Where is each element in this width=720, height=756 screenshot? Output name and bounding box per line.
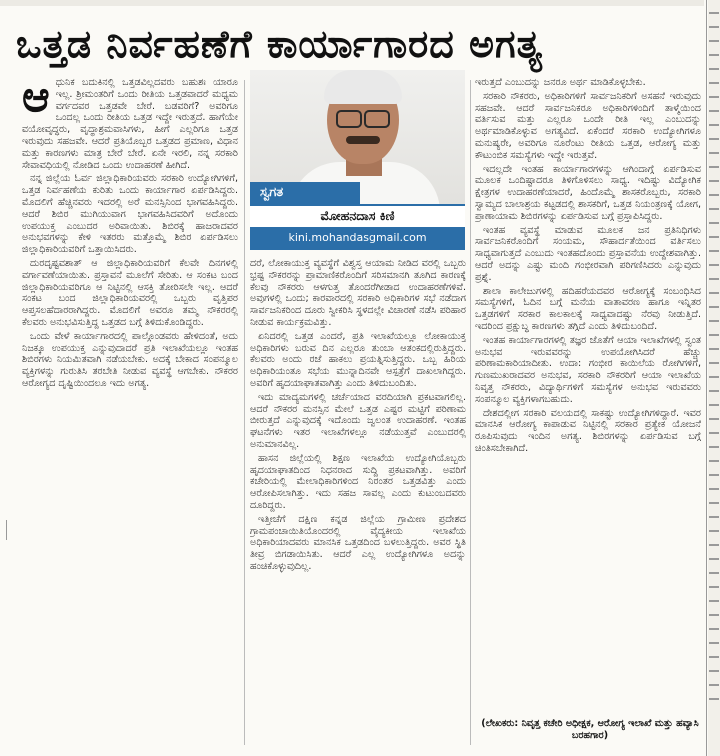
author-photo-box bbox=[250, 70, 465, 250]
column-divider bbox=[244, 80, 245, 745]
paragraph: ಇಂತಹ ಕಾರ್ಯಾಗಾರಗಳಲ್ಲಿ ತಜ್ಞರ ಜೊತೆಗೆ ಆಯಾ ಇಲಾಖೆಗಳಲ್ಲಿ ಸ್ವಂತ ಅನುಭವ ಇರುವವರನ್ನು ಉಪಯೋಗಿಸಿದರೆ ಹೆಚ್ಚು ಪರಿಣಾಮಕಾರಿಯಾದೀತು. ಉದಾ: ಗಂಭೀರ ಕಾಯಿಲೆಯ ರೋಗಿಗಳಿಗೆ, ಗುಣಮುಖರಾದವರ ಅನುಭವ, ಸರಕಾರಿ ನೌಕರರಿಗೆ ಆಯಾ ಇಲಾಖೆಯ ನಿವೃತ್ತ ನೌಕರರು, ವಿದ್ಯಾರ್ಥಿಗಳಿಗೆ ಸಮಸ್ಯೆಗಳ ಅನುಭವ ಇರುವವರು ಸಂಪನ್ಮೂಲ ವ್ಯಕ್ತಿಗಳಾಗಬಹುದು. bbox=[475, 334, 701, 405]
paragraph: ಧುನಿಕ ಬದುಕಿನಲ್ಲಿ ಒತ್ತಡವಿಲ್ಲದವರು ಬಹುಶಃ ಯಾರೂ ಇಲ್ಲ. ಶ್ರೀಮಂತರಿಗೆ ಒಂದು ರೀತಿಯ ಒತ್ತಡವಾದರೆ ಮಧ್ಯಮ ವರ್ಗದವರ ಒತ್ತಡವೇ ಬೇರೆ. ಬಡವರಿಗೆ? ಅವರಿಗೂ ಒಂದಲ್ಲ ಒಂದು ರೀತಿಯ ಒತ್ತಡ ಇದ್ದೇ ಇರುತ್ತದೆ. ಹಾಗೆಯೇ ವಯೋವೃದ್ಧರು, ವೃದ್ಧಾಶ್ರಮವಾಸಿಗಳು, ಹೀಗೆ ಎಲ್ಲರಿಗೂ ಒತ್ತಡ ಇರುವುದು ಸಹಜವೇ. ಆದರೆ ಪ್ರತಿಯೊಬ್ಬರ ಒತ್ತಡದ ಪ್ರಮಾಣ, ವಿಧಾನ ಮತ್ತು ಕಾರಣಗಳು ಮಾತ್ರ ಬೇರೆ ಬೇರೆ. ಏನೇ ಇರಲಿ, ನನ್ನ ಸರಕಾರಿ ಸೇವಾವಧಿಯಲ್ಲಿ ನೋಡಿದ ಒಂದು ಉದಾಹರಣೆ ಹೀಗಿದೆ. bbox=[22, 77, 238, 171]
page-top-strip bbox=[0, 0, 704, 6]
headline: ಒತ್ತಡ ನಿರ್ವಹಣೆಗೆ ಕಾರ್ಯಾಗಾರದ ಅಗತ್ಯ bbox=[16, 22, 544, 66]
left-margin-tick bbox=[0, 520, 7, 540]
paragraph: ಇರುತ್ತದೆ ಎಂಬುದನ್ನು ಜನರೂ ಅರ್ಥ ಮಾಡಿಕೊಳ್ಳಬೇಕು. bbox=[475, 77, 646, 88]
paragraph: ಇದಲ್ಲದೇ ಇಂತಹ ಕಾರ್ಯಾಗಾರಗಳನ್ನು ಆಗಿಂದಾಗ್ಗೆ ಏರ್ಪಡಿಸುವ ಮೂಲಕ ಒಂದಿಷ್ಟಾದರೂ ತಿಳಿಗೊಳಿಸಲು ಸಾಧ್ಯ. ಇದಿಷ್ಟು ವಿದ್ಯೋಗಿಕ ಕ್ಷೇತ್ರಗಳ ಉದಾಹರಣೆಯಾದರೆ, ಹಿಂದೊಮ್ಮೆ ಶಾಸಕರೊಬ್ಬರು, ಸರಕಾರಿ ಸ್ವಾಮ್ಯದ ಬಾಲಾಶ್ರಯ ಕಟ್ಟಡದಲ್ಲಿ ಶಾಸಕರಿಗೆ, ಒತ್ತಡ ನಿಯಂತ್ರಣಕ್ಕೆ ಯೋಗ, ಪ್ರಾಣಾಯಾಮ ಶಿಬಿರಗಳನ್ನು ಏರ್ಪಡಿಸುವ ಬಗ್ಗೆ ಪ್ರಸ್ತಾಪಿಸಿದ್ದರು. bbox=[475, 163, 701, 222]
paragraph: ಇದು ಮಾದ್ಯಮಗಳಲ್ಲಿ ಚರ್ಚೆಯಾದ ವರದಿಯಾಗಿ ಪ್ರಕಟವಾಗಲಿಲ್ಲ. ಆದರೆ ನೌಕರರ ಮನಸ್ಸಿನ ಮೇಲೆ ಒತ್ತಡ ಎಷ್ಟರ ಮಟ್ಟಿಗೆ ಪರಿಣಾಮ ಬೀರುತ್ತದೆ ಎನ್ನುವುದಕ್ಕೆ ಇದೊಂದು ಜ್ವಲಂತ ಉದಾಹರಣೆ. ಇಂತಹ ಘಟನೆಗಳು ಇತರ ಇಲಾಖೆಗಳಲ್ಲೂ ನಡೆಯುತ್ತವೆ ಎಂಬುದರಲ್ಲಿ ಅನುಮಾನವಿಲ್ಲ. bbox=[250, 391, 466, 450]
paragraph: ಶಾಲಾ ಕಾಲೇಜುಗಳಲ್ಲಿ ಹದಿಹರೆಯದವರ ಆರೋಗ್ಯಕ್ಕೆ ಸಂಬಂಧಿಸಿದ ಸಮಸ್ಯೆಗಳಿಗೆ, ಓದಿನ ಬಗ್ಗೆ ಮನೆಯ ವಾತಾವರಣ ಹಾಗೂ ಇನ್ನಿತರ ಒತ್ತಡಗಳಿಗೆ ಸರಕಾರ ಕಾಲಕಾಲಕ್ಕೆ ಸಾಧ್ಯವಾದಷ್ಟು ನೆರವು ನೀಡುತ್ತಿದೆ. ಇದರಿಂದ ಪ್ರಕ್ಷುಬ್ಧ ಕಾರಣಗಳು ತಗ್ಗಿದೆ ಎಂದು ತಿಳಿದುಬಂದಿದೆ. bbox=[475, 285, 701, 332]
paragraph: ದೇಶದಲ್ಲೀಗ ಸರಕಾರಿ ವಲಯದಲ್ಲಿ ಸಾಕಷ್ಟು ಉದ್ಯೋಗಿಗಳಿದ್ದಾರೆ. ಇವರ ಮಾನಸಿಕ ಆರೋಗ್ಯ ಕಾಪಾಡುವ ನಿಟ್ಟಿನಲ್ಲಿ ಸರಕಾರ ಪ್ರತ್ಯೇಕ ಯೋಜನೆ ರೂಪಿಸುವುದು ಇಂದಿನ ಅಗತ್ಯ. ಶಿಬಿರಗಳನ್ನು ಏರ್ಪಡಿಸುವ ಬಗ್ಗೆ ಚಿಂತಿಸಬೇಕಾಗಿದೆ. bbox=[475, 407, 701, 454]
paragraph: ಒಂದು ವೇಳೆ ಕಾರ್ಯಾಗಾರದಲ್ಲಿ ಪಾಲ್ಗೊಂಡವರು ಹೇಳಿದಂತೆ, ಅದು ನಿಜಕ್ಕೂ ಉಪಯುಕ್ತ ಎನ್ನುವುದಾದರೆ ಪ್ರತಿ ಇಲಾಖೆಯಲ್ಲೂ ಇಂತಹ ಶಿಬಿರಗಳು ನಿಯಮಿತವಾಗಿ ನಡೆಯಬೇಕು. ಅದಕ್ಕೆ ಬೇಕಾದ ಸಂಪನ್ಮೂಲ ವ್ಯಕ್ತಿಗಳನ್ನು ಗುರುತಿಸಿ ತರಬೇತಿ ನೀಡುವ ವ್ಯವಸ್ಥೆ ಆಗಬೇಕು. ನೌಕರರ ಆರೋಗ್ಯದ ದೃಷ್ಟಿಯಿಂದಲೂ ಇದು ಅಗತ್ಯ. bbox=[22, 330, 238, 389]
column-divider bbox=[470, 80, 471, 745]
paragraph: ದರೆ, ಲೋಕಾಯುಕ್ತ ವ್ಯವಸ್ಥೆಗೆ ವಿಶ್ವಸ್ತ ಆಯಾಮ ನೀಡಿದ ವರಲ್ಲಿ ಒಬ್ಬರು ಭ್ರಷ್ಟ ನೌಕರರನ್ನು ಪ್ರಾಮಾಣಿಕರೊಂದಿಗೆ ಸರಿಸಮಾನಗಿ ತೂಗಿದ ಕಾರಣಕ್ಕೆ ಕೆಲವು ನೌಕರರು ಆಳಗುತ್ತ ತೊಂದರೆಗೀಡಾದ ಉದಾಹರಣೆಗಳಿವೆ. ಅವುಗಳಲ್ಲಿ ಒಂದು; ಕಾರವಾರದಲ್ಲಿ ಸರಕಾರಿ ಅಧಿಕಾರಿಗಳ ಸಭೆ ನಡೆದಾಗ ಸಾರ್ವಜನಿಕರಿಂದ ದೂರು ಸ್ವೀಕರಿಸಿ ಸ್ಥಳದಲ್ಲೇ ವಿಚಾರಣೆ ನಡೆಸಿ ಪರಿಹಾರ ನೀಡುವ ಕಾರ್ಯಕ್ರಮವಿತ್ತು. bbox=[250, 258, 466, 328]
author-email: kini.mohandasgmail.com bbox=[250, 227, 465, 250]
adjacent-column-edge bbox=[708, 0, 720, 756]
paragraph: ಇಂತಹ ವ್ಯವಸ್ಥೆ ಮಾಡುವ ಮೂಲಕ ಜನ ಪ್ರತಿನಿಧಿಗಳು ಸಾರ್ವಜನಿಕರೊಂದಿಗೆ ಸಂಯಮ, ಸೌಹಾರ್ದತೆಯಿಂದ ವರ್ತಿಸಲು ಸಾಧ್ಯವಾಗುತ್ತದೆ ಎಂಬುದು ಇಂತಹದೊಂದು ಪ್ರಸ್ತಾವನೆಯ ಉದ್ದೇಶವಾಗಿತ್ತು. ಆದರೆ ಅದನ್ನು ಎಷ್ಟು ಮಂದಿ ಗಂಭೀರವಾಗಿ ಪರಿಗಣಿಸಿದರು ಎನ್ನುವುದು ಪ್ರಶ್ನೆ. bbox=[475, 224, 701, 283]
author-signoff: (ಲೇಖಕರು: ನಿವೃತ್ತ ಕಚೇರಿ ಅಧೀಕ್ಷಕ, ಆರೋಗ್ಯ ಇಲಾಖೆ ಮತ್ತು ಹವ್ಯಾಸಿ ಬರಹಗಾರ) bbox=[481, 718, 699, 741]
paragraph: ಏನಿದರಲ್ಲಿ ಒತ್ತಡ ಎಂದರೆ, ಪ್ರತಿ ಇಲಾಖೆಯಲ್ಲೂ ಲೋಕಾಯುಕ್ತ ಅಧಿಕಾರಿಗಳು ಬರುವ ದಿನ ಎಲ್ಲರೂ ತುಂಬಾ ಆತಂಕದಲ್ಲಿರುತ್ತಿದ್ದರು. ಕೆಲವರು ಅಂದು ರಜೆ ಹಾಕಲು ಪ್ರಯತ್ನಿಸುತ್ತಿದ್ದರು. ಒಬ್ಬ ಹಿರಿಯ ಅಧಿಕಾರಿಯಂತೂ ಸಭೆಯ ಮುನ್ನಾದಿನವೇ ಆಸ್ಪತ್ರೆಗೆ ದಾಖಲಾಗಿದ್ದರು. ಅವರಿಗೆ ಹೃದಯಾಘಾತವಾಗಿತ್ತು ಎಂದು ತಿಳಿದುಬಂದಿತು. bbox=[250, 330, 466, 389]
paragraph: ಇತ್ತೀಚೆಗೆ ದಕ್ಷಿಣ ಕನ್ನಡ ಜಿಲ್ಲೆಯ ಗ್ರಾಮೀಣ ಪ್ರದೇಶದ ಗ್ರಾಮಪಂಚಾಯಿತಿಯೊಂದರಲ್ಲಿ ವೈದ್ಯಕೀಯ ಇಲಾಖೆಯ ಅಧಿಕಾರಿಯಾದವರು ಮಾನಸಿಕ ಒತ್ತಡದಿಂದ ಬಳಲುತ್ತಿದ್ದರು. ಅವರ ಸ್ಥಿತಿ ತೀವ್ರ ಬಿಗಡಾಯಿಸಿತು. ಆದರೆ ಎಲ್ಲ ಉದ್ಯೋಗಿಗಳೂ ಅದನ್ನು ಹಂಚಿಕೊಳ್ಳುವುದಿಲ್ಲ. bbox=[250, 513, 466, 572]
article-column-2 bbox=[250, 258, 466, 747]
article-column-1 bbox=[22, 77, 238, 747]
paragraph: ನನ್ನ ಜಿಲ್ಲೆಯ ಓರ್ವ ಜಿಲ್ಲಾಧಿಕಾರಿಯವರು ಸರಕಾರಿ ಉದ್ಯೋಗಿಗಳಿಗೆ, ಒತ್ತಡ ನಿರ್ವಹಣೆಯ ಕುರಿತು ಒಂದು ಕಾರ್ಯಾಗಾರ ಏರ್ಪಡಿಸಿದ್ದರು. ಮೊದಲಿಗೆ ಹೆಚ್ಚಿನವರು ಇದರಲ್ಲಿ ಅರೆ ಮನಸ್ಸಿನಿಂದ ಭಾಗವಹಿಸಿದ್ದರು. ಆದರೆ ಶಿಬಿರ ಮುಗಿಯುವಾಗ ಭಾಗವಹಿಸಿದವರಿಗೆ ಅದೊಂದು ಉಪಯುಕ್ತ ಎಂಬುದರ ಅರಿವಾಯಿತು. ಶಿಬಿರಕ್ಕೆ ಹಾಜರಾದವರ ಅನುಭವಗಳನ್ನು ಕೇಳಿ ಇತರರು ಮತ್ತೊಮ್ಮೆ ಶಿಬಿರ ಏರ್ಪಡಿಸಲು ಜಿಲ್ಲಾಧಿಕಾರಿಯವರಿಗೆ ಒತ್ತಾಯಿಸಿದರು. bbox=[22, 173, 238, 256]
article-column-3 bbox=[475, 77, 701, 717]
author-name: ಮೋಹನದಾಸ ಕಿಣಿ bbox=[250, 204, 465, 227]
paragraph: ದುರದೃಷ್ಟವಶಾತ್ ಆ ಜಿಲ್ಲಾಧಿಕಾರಿಯವರಿಗೆ ಕೆಲವೇ ದಿನಗಳಲ್ಲಿ ವರ್ಗಾವಣೆಯಾಯಿತು. ಪ್ರಸ್ತಾವನೆ ಮೂಲೆಗೆ ಸೇರಿತು. ಆ ಸಂಕಟ ಬಂದ ಜಿಲ್ಲಾಧಿಕಾರಿಯವರಿಗೂ ಆ ನಿಟ್ಟಿನಲ್ಲಿ ಆಸಕ್ತಿ ತೋರಿಸಲೇ ಇಲ್ಲ. ಆದರೆ ಸಂಕಟ ಬಂದ ಜಿಲ್ಲಾಧಿಕಾರಿಯವರಲ್ಲಿ ಒಬ್ಬರು ವೃತ್ತಿಪರ ಆಪ್ತಸಲಹೆದಾರರಾಗಿದ್ದರು. ಮೊದಲಿಗೆ ಅವರೂ ತಮ್ಮ ನೌಕರರಲ್ಲಿ ಕೆಲವರು ಅನುಭವಿಸುತ್ತಿದ್ದ ಒತ್ತಡದ ಬಗ್ಗೆ ತಿಳಿದುಕೊಂಡಿದ್ದರು. bbox=[22, 257, 238, 328]
column-badge: ಸ್ವಗತ bbox=[250, 182, 360, 204]
paragraph: ಸರಕಾರಿ ನೌಕರರು, ಅಧಿಕಾರಿಗಳಿಗೆ ಸಾರ್ವಜನಿಕರಿಗೆ ಅಸಹನೆ ಇರುವುದು ಸಹಜವೇ. ಆದರೆ ಸಾರ್ವಜನಿಕರೂ ಅಧಿಕಾರಿಗಳಿಂದಿಗೆ ತಾಳ್ಮೆಯಿಂದ ವರ್ತಿಸುವ ಮತ್ತು ಎಲ್ಲರೂ ಒಂದೇ ರೀತಿ ಇಲ್ಲ ಎಂಬುದನ್ನು ಅರ್ಥಮಾಡಿಕೊಳ್ಳುವ ಅಗತ್ಯವಿದೆ. ಏಕೆಂದರೆ ಸರಕಾರಿ ಉದ್ಯೋಗಿಗಳೂ ಮನುಷ್ಯರೇ, ಅವರಿಗೂ ನೂರೆಂಟು ರೀತಿಯ ಒತ್ತಡ, ಆರೋಗ್ಯ ಮತ್ತು ಕೌಟುಂಬಿಕ ಸಮಸ್ಯೆಗಳು ಇದ್ದೇ ಇರುತ್ತವೆ. bbox=[475, 90, 701, 161]
drop-cap: ಆ bbox=[22, 77, 50, 121]
page-edge-divider bbox=[706, 0, 707, 756]
paragraph: ಹಾಸನ ಜಿಲ್ಲೆಯಲ್ಲಿ ಶಿಕ್ಷಣ ಇಲಾಖೆಯ ಉದ್ಯೋಗಿಯೊಬ್ಬರು ಹೃದಯಾಘಾತದಿಂದ ನಿಧನರಾದ ಸುದ್ದಿ ಪ್ರಕಟವಾಗಿತ್ತು. ಅವರಿಗೆ ಕಚೇರಿಯಲ್ಲಿ ಮೇಲಾಧಿಕಾರಿಗಳಿಂದ ನಿರಂತರ ಒತ್ತಡವಿತ್ತು ಎಂದು ಆರೋಪಿಸಲಾಗಿತ್ತು. ಇದು ಸಹಜ ಸಾವಲ್ಲ ಎಂದು ಕುಟುಂಬದವರು ದೂರಿದ್ದರು. bbox=[250, 452, 466, 511]
